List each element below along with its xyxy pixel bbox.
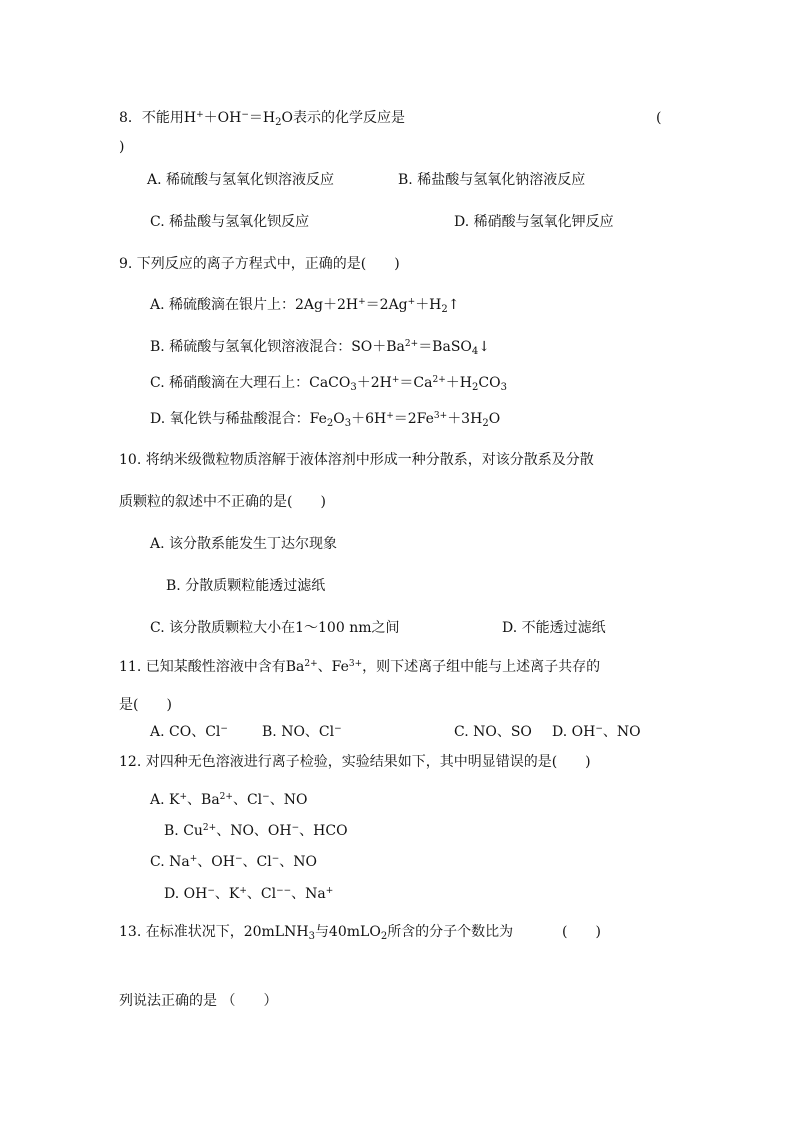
subscript: 2 xyxy=(471,382,479,393)
q10-option-b: B. 分散质颗粒能透过滤纸 xyxy=(166,578,326,594)
q11-stem-text: ，则下述离子组中能与上述离子共存的 xyxy=(362,659,601,675)
q10-stem-line1: 10. 将纳米级微粒物质溶解于液体溶剂中形成一种分散系，对该分散系及分散 xyxy=(119,452,594,468)
q10-option-d: D. 不能透过滤纸 xyxy=(502,620,606,636)
superscript: 2+ xyxy=(202,823,217,833)
option-text: B. NO、Cl xyxy=(262,724,335,740)
superscript: + xyxy=(179,792,188,802)
superscript: − xyxy=(234,854,243,864)
equation-text: ↓ xyxy=(478,339,490,355)
q11-stem-text: 11. 已知某酸性溶液中含有Ba xyxy=(119,659,305,675)
option-text: 、Na xyxy=(291,886,326,902)
superscript: + xyxy=(239,886,247,896)
option-text: D. OH xyxy=(164,886,208,902)
superscript: − xyxy=(595,724,603,734)
q13-answer-paren: ( ) xyxy=(562,924,601,940)
option-text: 、Cl xyxy=(246,886,277,902)
equation-text: B. 稀硫酸与氢氧化钡溶液混合：SO＋Ba xyxy=(150,339,405,355)
option-text: A. CO、Cl xyxy=(150,724,221,740)
superscript: + xyxy=(189,854,198,864)
equation-text: D. 氧化铁与稀盐酸混合：Fe xyxy=(150,411,327,427)
superscript: 2+ xyxy=(219,792,233,802)
q9-option-c xyxy=(150,373,507,393)
q12-stem: 12. 对四种无色溶液进行离子检验，实验结果如下，其中明显错误的是( ) xyxy=(119,754,591,770)
equation-text: ＋6H xyxy=(351,411,387,427)
option-text: A. K xyxy=(150,792,180,808)
q8-stem-text: 8．不能用H xyxy=(119,110,197,126)
q11-option-b xyxy=(262,722,342,742)
q10-option-a: A. 该分散系能发生丁达尔现象 xyxy=(150,536,338,552)
option-text: 、Cl xyxy=(232,792,263,808)
equation-text: ＋2H xyxy=(356,375,392,391)
equation-text: CO xyxy=(478,375,501,391)
q8-stem-text: O表示的化学反应是 xyxy=(281,110,405,126)
q13-stem-text: 13. 在标准状况下，20mLNH xyxy=(119,924,309,940)
equation-text: O xyxy=(333,411,345,427)
equation-text: ＋3H xyxy=(447,411,483,427)
equation-text: O xyxy=(488,411,501,427)
subscript: 3 xyxy=(344,418,352,429)
q8-option-b: B. 稀盐酸与氢氧化钠溶液反应 xyxy=(398,172,586,188)
q8-option-d: D. 稀硝酸与氢氧化钾反应 xyxy=(454,214,614,230)
q8-sup: + xyxy=(196,110,204,120)
option-text: 、NO xyxy=(279,854,317,870)
superscript: 2+ xyxy=(404,339,419,349)
q11-stem-line2: 是( ) xyxy=(119,697,172,713)
equation-text: ＋H xyxy=(415,297,442,313)
q11-stem-text: 、Fe xyxy=(317,659,349,675)
equation-text: A. 稀硫酸滴在银片上：2Ag＋2H xyxy=(150,297,359,313)
option-text: D. OH xyxy=(552,724,596,740)
q10-option-c: C. 该分散质颗粒大小在1～100 nm之间 xyxy=(150,620,400,636)
equation-text: ＝Ca xyxy=(399,375,433,391)
q8-sup: − xyxy=(241,110,249,120)
superscript: − xyxy=(262,792,270,802)
superscript: − xyxy=(207,886,215,896)
q10-stem-line2: 质颗粒的叙述中不正确的是( ) xyxy=(119,494,326,510)
q9-option-d xyxy=(150,409,500,429)
superscript: − xyxy=(271,854,280,864)
equation-text: ＝BaSO xyxy=(418,339,472,355)
equation-text: ＝2Fe xyxy=(393,411,434,427)
q8-paren-close: ) xyxy=(119,139,125,155)
q13-stem-text: 所含的分子个数比为 xyxy=(387,924,514,940)
superscript: 2+ xyxy=(432,375,446,385)
option-text: C. Na xyxy=(150,854,190,870)
q8-sub: 2 xyxy=(275,117,282,128)
equation-text: ＋H xyxy=(445,375,472,391)
superscript: + xyxy=(358,297,366,307)
superscript: + xyxy=(325,886,334,896)
superscript: + xyxy=(407,297,416,307)
subscript: 2 xyxy=(380,931,388,942)
q8-option-a: A. 稀硫酸与氢氧化钡溶液反应 xyxy=(147,172,335,188)
q13-stem xyxy=(119,922,513,942)
superscript: − xyxy=(220,724,228,734)
superscript: − xyxy=(334,724,342,734)
subscript: 2 xyxy=(482,418,489,429)
equation-text: C. 稀硝酸滴在大理石上：CaCO xyxy=(150,375,351,391)
q8-option-c: C. 稀盐酸与氢氧化钡反应 xyxy=(150,214,310,230)
equation-text: ↑ xyxy=(447,297,460,313)
q13-stem-text: 与40mLO xyxy=(314,924,381,940)
q9-option-a xyxy=(150,295,460,315)
superscript: + xyxy=(386,411,394,421)
superscript: 3+ xyxy=(433,411,448,421)
option-text: 、Ba xyxy=(187,792,220,808)
subscript: 2 xyxy=(326,418,334,429)
q9-stem: 9. 下列反应的离子方程式中，正确的是( ) xyxy=(119,256,400,272)
superscript: 2+ xyxy=(304,659,318,669)
q12-option-b xyxy=(164,821,348,841)
subscript: 2 xyxy=(441,304,448,315)
q8-paren-open: ( xyxy=(656,110,662,126)
superscript: − xyxy=(291,823,300,833)
q12-option-c xyxy=(150,852,317,872)
q11-stem-line1 xyxy=(119,657,600,677)
option-text: 、NO、OH xyxy=(216,823,292,839)
superscript: −− xyxy=(276,886,292,896)
tail-fragment: 列说法正确的是 （ ） xyxy=(119,993,278,1009)
q9-option-b xyxy=(150,337,490,357)
subscript: 3 xyxy=(500,382,507,393)
option-text: 、HCO xyxy=(299,823,348,839)
option-text: 、OH xyxy=(197,854,235,870)
q11-option-c: C. NO、SO xyxy=(454,724,532,740)
equation-text: ＝2Ag xyxy=(365,297,408,313)
q8-stem-text: ＋OH xyxy=(203,110,242,126)
option-text: B. Cu xyxy=(164,823,203,839)
subscript: 3 xyxy=(308,931,315,942)
q8-stem-text: ＝H xyxy=(248,110,276,126)
q8-stem xyxy=(119,108,405,128)
q11-option-d xyxy=(552,722,641,742)
option-text: 、K xyxy=(214,886,240,902)
subscript: 4 xyxy=(471,346,479,357)
option-text: 、Cl xyxy=(242,854,272,870)
option-text: 、NO xyxy=(269,792,308,808)
superscript: 3+ xyxy=(348,659,363,669)
option-text: 、NO xyxy=(602,724,641,740)
superscript: + xyxy=(391,375,400,385)
q11-option-a xyxy=(150,722,228,742)
subscript: 3 xyxy=(350,382,357,393)
q12-option-d xyxy=(164,884,333,904)
q12-option-a xyxy=(150,790,307,810)
